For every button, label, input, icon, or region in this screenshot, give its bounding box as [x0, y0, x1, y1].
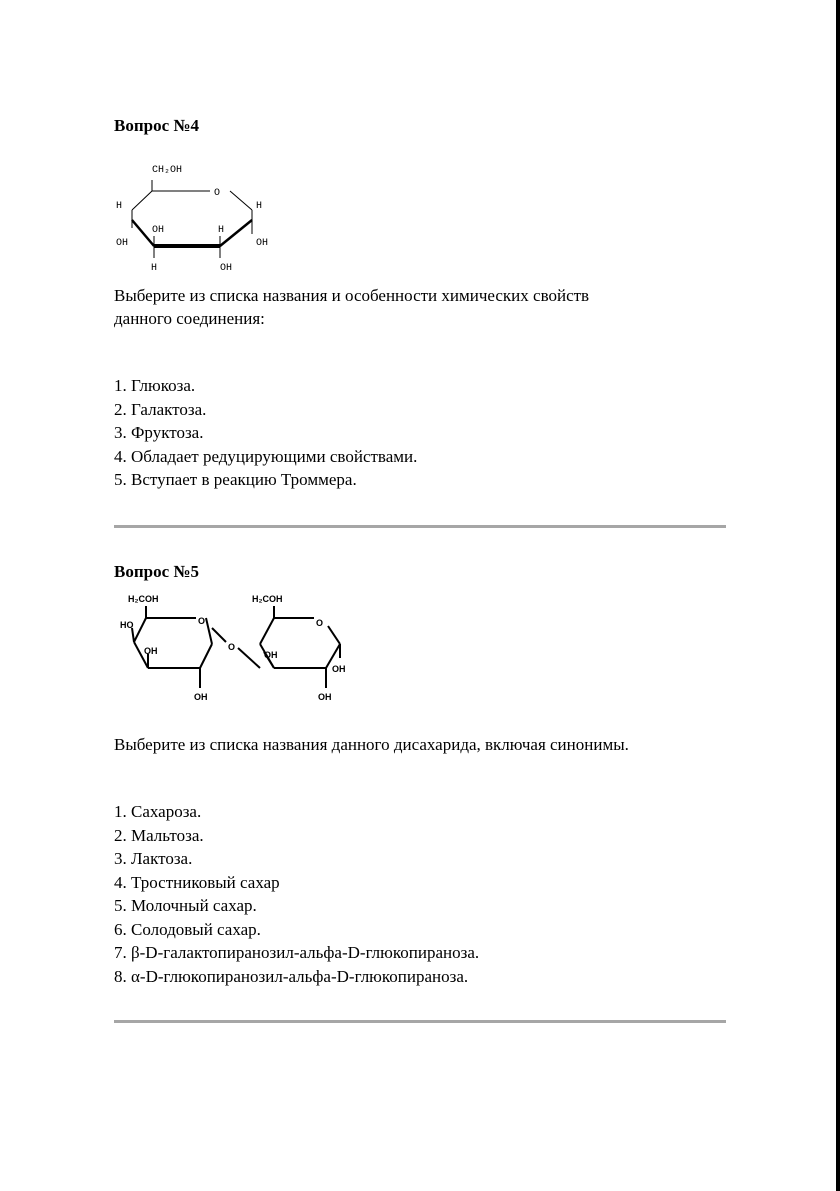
- glucopyranose-structure: [110, 158, 290, 278]
- option-item: 7. β-D-галактопиранозил-альфа-D-глюкопираноза.: [114, 943, 480, 962]
- label-oh-right: OH: [256, 238, 269, 249]
- label-right-oh-bottom: OH: [318, 692, 332, 702]
- label-oh-left: OH: [116, 238, 129, 249]
- label-right-ring-o: O: [316, 618, 324, 628]
- label-ring-o: O: [214, 188, 221, 199]
- label-oh-inner: OH: [152, 225, 165, 236]
- question-5-title: Вопрос №5: [114, 562, 199, 581]
- label-h-right: H: [256, 201, 263, 212]
- option-item: 1. Сахароза.: [114, 802, 202, 821]
- option-item: 2. Галактоза.: [114, 399, 207, 419]
- label-right-oh-side: OH: [332, 664, 346, 674]
- label-left-ch2oh: H₂COH: [128, 594, 159, 604]
- option-item: 5. Молочный сахар.: [114, 896, 257, 915]
- option-item: 4. Тростниковый сахар: [114, 872, 280, 892]
- label-left-oh-bottom: OH: [194, 692, 208, 702]
- label-h-bottom: H: [151, 263, 158, 274]
- label-bridge-o: O: [228, 642, 236, 652]
- question-4-body: [114, 284, 726, 330]
- question-4-options: [114, 374, 726, 492]
- option-item: 2. Мальтоза.: [114, 825, 204, 845]
- label-left-ring-o: O: [198, 616, 206, 626]
- divider: [114, 1020, 726, 1023]
- question-4-prompt-line-1: Выберите из списка названия и особенности химических свойств: [114, 286, 590, 305]
- page-edge: [836, 0, 840, 1191]
- divider: [114, 525, 726, 528]
- question-5: [114, 562, 726, 582]
- option-item: 1. Глюкоза.: [114, 376, 196, 395]
- question-5-body: [114, 733, 726, 756]
- label-right-ch2oh: H₂COH: [252, 594, 283, 604]
- label-ch2oh: CH₂OH: [152, 165, 183, 176]
- option-item: 4. Обладает редуцирующими свойствами.: [114, 446, 418, 466]
- label-left-oh-inner: OH: [144, 646, 158, 656]
- label-h-inner: H: [218, 225, 225, 236]
- option-item: 6. Солодовый сахар.: [114, 919, 261, 939]
- question-5-prompt: Выберите из списка названия данного дисахарида, включая синонимы.: [114, 735, 629, 754]
- option-item: 3. Лактоза.: [114, 849, 193, 868]
- option-item: 3. Фруктоза.: [114, 423, 204, 442]
- question-4-title: Вопрос №4: [114, 116, 199, 135]
- question-4: [114, 116, 726, 136]
- label-right-oh-inner: OH: [264, 650, 278, 660]
- label-left-ho: HO: [120, 620, 134, 630]
- question-5-options: [114, 800, 726, 988]
- label-oh-bottom: OH: [220, 263, 233, 274]
- option-item: 5. Вступает в реакцию Троммера.: [114, 470, 357, 489]
- label-h-left: H: [116, 201, 123, 212]
- disaccharide-structure: [114, 588, 374, 708]
- option-item: 8. α-D-глюкопиранозил-альфа-D-глюкопираноза.: [114, 966, 469, 986]
- question-4-prompt-line-2: данного соединения:: [114, 309, 265, 328]
